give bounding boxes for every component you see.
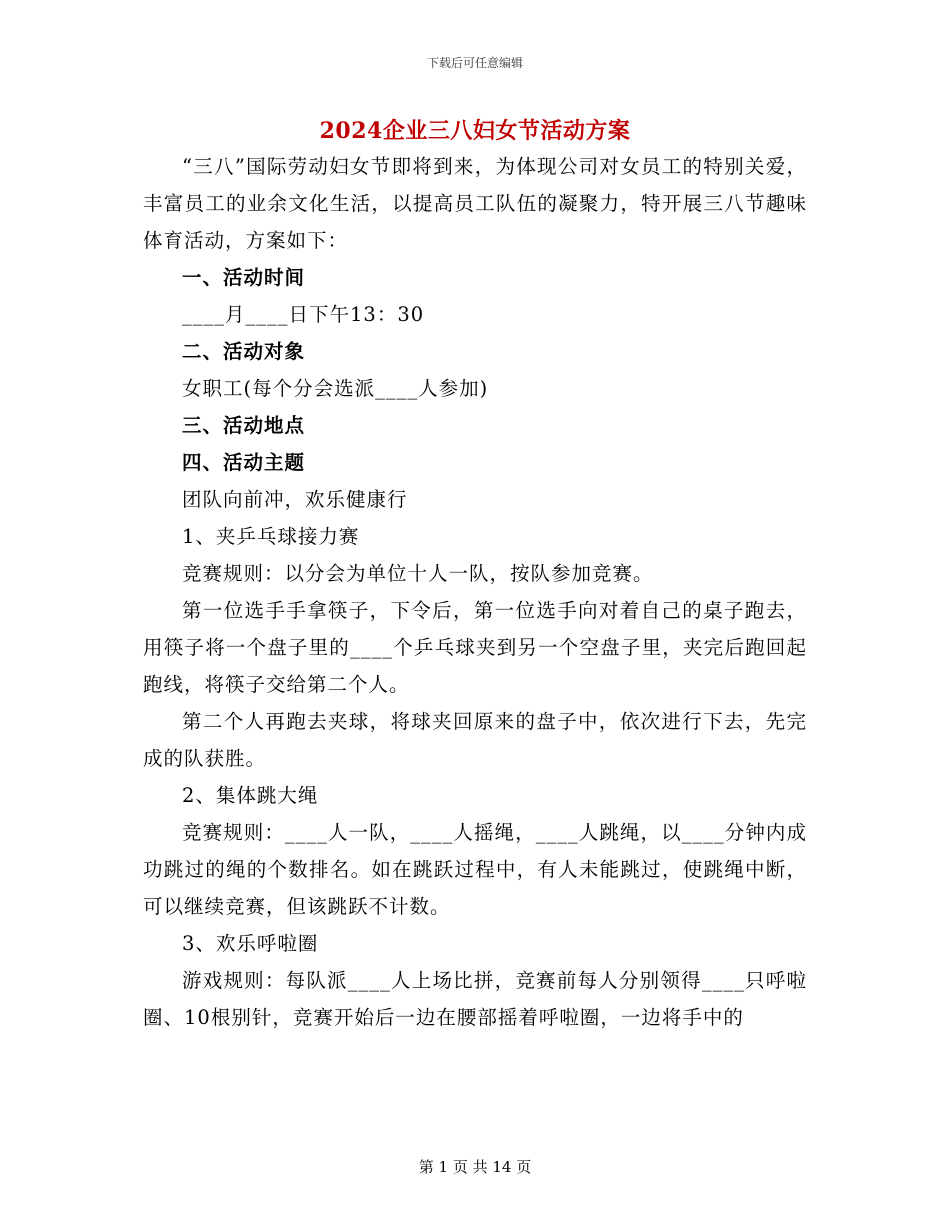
game-3-rules: 游戏规则：每队派____人上场比拼，竞赛前每人分别领得____只呼啦圈、10根别针，竞赛开始后一边在腰部摇着呼啦圈，一边将手中的 bbox=[143, 969, 807, 1029]
game-1-step-1: 第一位选手手拿筷子，下令后，第一位选手向对着自己的桌子跑去，用筷子将一个盘子里的____个乒乓球夹到另一个空盘子里，夹完后跑回起跑线，将筷子交给第二个人。 bbox=[143, 599, 807, 696]
section-heading-participants: 二、活动对象 bbox=[182, 340, 306, 363]
game-1-title: 1、夹乒乓球接力赛 bbox=[182, 525, 360, 548]
section-heading-time: 一、活动时间 bbox=[182, 266, 306, 289]
page-number: 第 1 页 共 14 页 bbox=[418, 1158, 532, 1176]
game-2-rules: 竞赛规则：____人一队，____人摇绳，____人跳绳，以____分钟内成功跳过的绳的个数排名。如在跳跃过程中，有人未能跳过，使跳绳中断，可以继续竞赛，但该跳跃不计数。 bbox=[143, 821, 807, 918]
game-1-step-2: 第二个人再跑去夹球，将球夹回原来的盘子中，依次进行下去，先完成的队获胜。 bbox=[143, 710, 807, 770]
activity-time: ____月____日下午13：30 bbox=[182, 303, 425, 326]
activity-participants: 女职工(每个分会选派____人参加) bbox=[182, 377, 489, 400]
document-title: 2024企业三八妇女节活动方案 bbox=[319, 118, 631, 144]
header-note: 下载后可任意编辑 bbox=[426, 56, 523, 70]
activity-theme: 团队向前冲，欢乐健康行 bbox=[182, 488, 408, 511]
game-2-title: 2、集体跳大绳 bbox=[182, 784, 319, 807]
document-body bbox=[143, 148, 807, 1036]
intro-paragraph: “三八”国际劳动妇女节即将到来，为体现公司对女员工的特别关爱，丰富员工的业余文化生活，以提高员工队伍的凝聚力，特开展三八节趣味体育活动，方案如下： bbox=[143, 155, 807, 252]
section-heading-location: 三、活动地点 bbox=[182, 414, 306, 437]
game-1-rules: 竞赛规则：以分会为单位十人一队，按队参加竞赛。 bbox=[182, 562, 654, 585]
section-heading-theme: 四、活动主题 bbox=[182, 451, 306, 474]
game-3-title: 3、欢乐呼啦圈 bbox=[182, 932, 319, 955]
